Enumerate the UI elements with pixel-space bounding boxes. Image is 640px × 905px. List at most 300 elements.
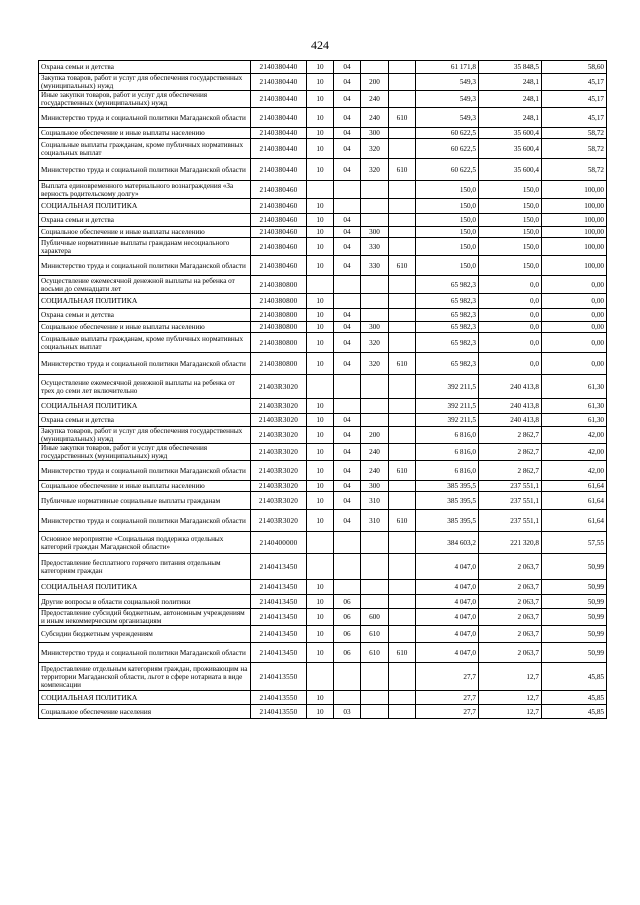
row-execution-percent: 0,00 xyxy=(542,276,607,294)
row-target-code: 2140380460 xyxy=(251,214,307,227)
row-target-code: 21403R3020 xyxy=(251,414,307,427)
row-execution-percent: 100,00 xyxy=(542,214,607,227)
table-row xyxy=(39,199,607,214)
row-department-code xyxy=(389,128,416,139)
row-name: Осуществление ежемесячной денежной выплаты на ребенка от трех до семи лет включительно xyxy=(39,375,251,399)
row-target-code: 21403R3020 xyxy=(251,481,307,492)
row-expense-type-code: 240 xyxy=(361,461,389,481)
table-row xyxy=(39,322,607,333)
row-execution-percent: 45,17 xyxy=(542,74,607,91)
row-subsection-code: 04 xyxy=(334,159,361,181)
row-target-code: 2140413550 xyxy=(251,705,307,719)
row-approved-amount: 6 816,0 xyxy=(416,427,479,444)
row-name: Охрана семьи и детства xyxy=(39,414,251,427)
row-name: Субсидии бюджетным учреждениям xyxy=(39,626,251,643)
row-target-code: 2140380800 xyxy=(251,294,307,309)
table-row xyxy=(39,139,607,159)
row-section-code: 10 xyxy=(307,461,334,481)
row-execution-percent: 100,00 xyxy=(542,199,607,214)
row-executed-amount: 35 600,4 xyxy=(479,128,542,139)
row-name: Министерство труда и социальной политики Магаданской области xyxy=(39,256,251,276)
row-executed-amount: 2 063,7 xyxy=(479,595,542,609)
table-row xyxy=(39,399,607,414)
row-department-code xyxy=(389,580,416,595)
row-department-code xyxy=(389,554,416,580)
row-approved-amount: 65 982,3 xyxy=(416,322,479,333)
row-expense-type-code: 300 xyxy=(361,227,389,238)
row-department-code xyxy=(389,626,416,643)
row-department-code xyxy=(389,181,416,199)
row-expense-type-code: 200 xyxy=(361,74,389,91)
row-subsection-code: 04 xyxy=(334,139,361,159)
row-department-code: 610 xyxy=(389,159,416,181)
row-department-code xyxy=(389,61,416,74)
row-execution-percent: 100,00 xyxy=(542,238,607,256)
row-subsection-code xyxy=(334,691,361,705)
table-row xyxy=(39,227,607,238)
table-row xyxy=(39,626,607,643)
row-execution-percent: 42,00 xyxy=(542,444,607,461)
row-subsection-code xyxy=(334,199,361,214)
row-approved-amount: 65 982,3 xyxy=(416,294,479,309)
row-executed-amount: 150,0 xyxy=(479,256,542,276)
row-name: СОЦИАЛЬНАЯ ПОЛИТИКА xyxy=(39,399,251,414)
row-section-code: 10 xyxy=(307,139,334,159)
row-target-code: 2140400000 xyxy=(251,532,307,554)
row-subsection-code: 04 xyxy=(334,461,361,481)
row-expense-type-code xyxy=(361,375,389,399)
budget-table xyxy=(38,60,607,719)
row-department-code xyxy=(389,609,416,626)
row-section-code: 10 xyxy=(307,609,334,626)
row-expense-type-code: 320 xyxy=(361,159,389,181)
row-target-code: 2140413450 xyxy=(251,580,307,595)
row-approved-amount: 150,0 xyxy=(416,214,479,227)
row-name: Министерство труда и социальной политики Магаданской области xyxy=(39,461,251,481)
row-name: Социальное обеспечение и иные выплаты населению xyxy=(39,128,251,139)
table-row xyxy=(39,554,607,580)
row-name: Закупка товаров, работ и услуг для обеспечения государственных (муниципальных) нужд xyxy=(39,74,251,91)
row-expense-type-code xyxy=(361,214,389,227)
row-target-code: 2140413450 xyxy=(251,595,307,609)
row-approved-amount: 4 047,0 xyxy=(416,595,479,609)
table-row xyxy=(39,353,607,375)
row-target-code: 21403R3020 xyxy=(251,427,307,444)
row-approved-amount: 60 622,5 xyxy=(416,139,479,159)
row-department-code xyxy=(389,199,416,214)
row-approved-amount: 150,0 xyxy=(416,227,479,238)
row-target-code: 21403R3020 xyxy=(251,492,307,510)
row-execution-percent: 50,99 xyxy=(542,626,607,643)
row-expense-type-code xyxy=(361,276,389,294)
row-section-code: 10 xyxy=(307,399,334,414)
row-executed-amount: 237 551,1 xyxy=(479,492,542,510)
row-executed-amount: 248,1 xyxy=(479,74,542,91)
row-subsection-code: 04 xyxy=(334,333,361,353)
row-target-code: 2140380460 xyxy=(251,238,307,256)
row-name: Социальное обеспечение и иные выплаты населению xyxy=(39,322,251,333)
row-executed-amount: 248,1 xyxy=(479,108,542,128)
row-execution-percent: 50,99 xyxy=(542,554,607,580)
row-name: Министерство труда и социальной политики Магаданской области xyxy=(39,510,251,532)
row-approved-amount: 65 982,3 xyxy=(416,353,479,375)
row-subsection-code: 04 xyxy=(334,492,361,510)
row-executed-amount: 150,0 xyxy=(479,214,542,227)
row-expense-type-code xyxy=(361,705,389,719)
table-row xyxy=(39,61,607,74)
row-approved-amount: 65 982,3 xyxy=(416,333,479,353)
row-executed-amount: 237 551,1 xyxy=(479,510,542,532)
row-execution-percent: 100,00 xyxy=(542,227,607,238)
row-department-code xyxy=(389,399,416,414)
row-execution-percent: 100,00 xyxy=(542,256,607,276)
row-subsection-code: 04 xyxy=(334,214,361,227)
row-approved-amount: 150,0 xyxy=(416,199,479,214)
row-executed-amount: 150,0 xyxy=(479,181,542,199)
row-department-code xyxy=(389,705,416,719)
row-target-code: 2140413450 xyxy=(251,626,307,643)
row-name: Осуществление ежемесячной денежной выплаты на ребенка от восьми до семнадцати лет xyxy=(39,276,251,294)
row-subsection-code: 04 xyxy=(334,227,361,238)
row-section-code: 10 xyxy=(307,227,334,238)
row-department-code xyxy=(389,74,416,91)
row-section-code xyxy=(307,375,334,399)
row-subsection-code xyxy=(334,375,361,399)
row-section-code: 10 xyxy=(307,580,334,595)
row-section-code: 10 xyxy=(307,626,334,643)
row-subsection-code: 04 xyxy=(334,61,361,74)
row-expense-type-code: 240 xyxy=(361,91,389,108)
row-executed-amount: 0,0 xyxy=(479,333,542,353)
row-subsection-code: 06 xyxy=(334,595,361,609)
row-approved-amount: 549,3 xyxy=(416,91,479,108)
row-section-code: 10 xyxy=(307,322,334,333)
row-section-code: 10 xyxy=(307,492,334,510)
row-expense-type-code: 320 xyxy=(361,333,389,353)
row-target-code: 2140380440 xyxy=(251,61,307,74)
row-expense-type-code: 330 xyxy=(361,238,389,256)
row-department-code xyxy=(389,139,416,159)
table-row xyxy=(39,128,607,139)
row-section-code: 10 xyxy=(307,238,334,256)
row-name: Охрана семьи и детства xyxy=(39,214,251,227)
page-number: 424 xyxy=(311,38,329,52)
row-execution-percent: 61,30 xyxy=(542,375,607,399)
row-expense-type-code xyxy=(361,181,389,199)
row-approved-amount: 385 395,5 xyxy=(416,481,479,492)
row-executed-amount: 240 413,8 xyxy=(479,375,542,399)
row-execution-percent: 45,17 xyxy=(542,108,607,128)
table-row xyxy=(39,309,607,322)
table-row xyxy=(39,492,607,510)
row-approved-amount: 4 047,0 xyxy=(416,580,479,595)
table-row xyxy=(39,532,607,554)
row-name: Охрана семьи и детства xyxy=(39,309,251,322)
row-expense-type-code xyxy=(361,199,389,214)
row-subsection-code: 04 xyxy=(334,238,361,256)
row-department-code: 610 xyxy=(389,461,416,481)
row-subsection-code xyxy=(334,181,361,199)
row-approved-amount: 61 171,8 xyxy=(416,61,479,74)
row-section-code xyxy=(307,663,334,691)
row-target-code: 2140380440 xyxy=(251,139,307,159)
row-target-code: 2140413450 xyxy=(251,609,307,626)
row-executed-amount: 35 600,4 xyxy=(479,139,542,159)
row-department-code xyxy=(389,427,416,444)
row-execution-percent: 0,00 xyxy=(542,333,607,353)
row-execution-percent: 61,30 xyxy=(542,414,607,427)
row-target-code: 2140380800 xyxy=(251,333,307,353)
row-executed-amount: 2 063,7 xyxy=(479,609,542,626)
row-expense-type-code: 330 xyxy=(361,256,389,276)
table-row xyxy=(39,510,607,532)
row-executed-amount: 2 862,7 xyxy=(479,444,542,461)
row-name: СОЦИАЛЬНАЯ ПОЛИТИКА xyxy=(39,294,251,309)
row-expense-type-code: 300 xyxy=(361,322,389,333)
table-row xyxy=(39,256,607,276)
row-approved-amount: 4 047,0 xyxy=(416,643,479,663)
row-approved-amount: 65 982,3 xyxy=(416,309,479,322)
row-expense-type-code xyxy=(361,399,389,414)
row-section-code: 10 xyxy=(307,294,334,309)
row-target-code: 2140413450 xyxy=(251,554,307,580)
row-target-code: 2140380800 xyxy=(251,309,307,322)
row-approved-amount: 150,0 xyxy=(416,238,479,256)
row-name: Министерство труда и социальной политики Магаданской области xyxy=(39,159,251,181)
row-section-code xyxy=(307,276,334,294)
table-row xyxy=(39,427,607,444)
row-section-code: 10 xyxy=(307,444,334,461)
table-row xyxy=(39,595,607,609)
row-execution-percent: 0,00 xyxy=(542,322,607,333)
row-target-code: 2140380440 xyxy=(251,108,307,128)
row-name: Публичные нормативные социальные выплаты гражданам xyxy=(39,492,251,510)
row-name: Предоставление отдельным категориям граждан, проживающим на территории Магаданской области, льгот в сфере нотариата в виде компенсации xyxy=(39,663,251,691)
row-expense-type-code: 200 xyxy=(361,427,389,444)
row-department-code xyxy=(389,227,416,238)
row-subsection-code: 06 xyxy=(334,609,361,626)
table-row xyxy=(39,481,607,492)
table-row xyxy=(39,159,607,181)
row-section-code: 10 xyxy=(307,481,334,492)
table-row xyxy=(39,705,607,719)
row-expense-type-code: 600 xyxy=(361,609,389,626)
row-subsection-code: 04 xyxy=(334,309,361,322)
row-expense-type-code: 320 xyxy=(361,353,389,375)
row-section-code: 10 xyxy=(307,510,334,532)
row-name: Публичные нормативные выплаты гражданам несоциального характера xyxy=(39,238,251,256)
row-section-code: 10 xyxy=(307,691,334,705)
row-target-code: 2140380460 xyxy=(251,256,307,276)
row-target-code: 21403R3020 xyxy=(251,399,307,414)
row-department-code xyxy=(389,276,416,294)
row-section-code: 10 xyxy=(307,705,334,719)
table-row xyxy=(39,238,607,256)
row-executed-amount: 221 320,8 xyxy=(479,532,542,554)
row-execution-percent: 58,72 xyxy=(542,139,607,159)
row-department-code xyxy=(389,595,416,609)
row-target-code: 21403R3020 xyxy=(251,375,307,399)
row-execution-percent: 58,72 xyxy=(542,128,607,139)
row-department-code xyxy=(389,214,416,227)
row-expense-type-code xyxy=(361,663,389,691)
row-section-code: 10 xyxy=(307,643,334,663)
row-subsection-code: 04 xyxy=(334,353,361,375)
row-executed-amount: 12,7 xyxy=(479,705,542,719)
row-section-code: 10 xyxy=(307,159,334,181)
row-execution-percent: 50,99 xyxy=(542,580,607,595)
row-executed-amount: 248,1 xyxy=(479,91,542,108)
row-approved-amount: 27,7 xyxy=(416,663,479,691)
row-section-code: 10 xyxy=(307,74,334,91)
row-approved-amount: 4 047,0 xyxy=(416,626,479,643)
row-name: Предоставление субсидий бюджетным, автономным учреждениям и иным некоммерческим организациям xyxy=(39,609,251,626)
row-executed-amount: 237 551,1 xyxy=(479,481,542,492)
row-target-code: 2140380800 xyxy=(251,322,307,333)
table-row xyxy=(39,375,607,399)
table-row xyxy=(39,333,607,353)
row-expense-type-code xyxy=(361,532,389,554)
row-executed-amount: 0,0 xyxy=(479,322,542,333)
row-section-code: 10 xyxy=(307,256,334,276)
row-section-code xyxy=(307,532,334,554)
row-target-code: 2140380440 xyxy=(251,91,307,108)
row-department-code xyxy=(389,481,416,492)
row-expense-type-code: 310 xyxy=(361,510,389,532)
row-execution-percent: 45,85 xyxy=(542,691,607,705)
row-execution-percent: 58,60 xyxy=(542,61,607,74)
table-row xyxy=(39,108,607,128)
row-execution-percent: 61,30 xyxy=(542,399,607,414)
table-row xyxy=(39,414,607,427)
row-expense-type-code xyxy=(361,580,389,595)
row-execution-percent: 45,85 xyxy=(542,663,607,691)
row-execution-percent: 42,00 xyxy=(542,461,607,481)
row-expense-type-code xyxy=(361,554,389,580)
row-approved-amount: 27,7 xyxy=(416,705,479,719)
row-name: Закупка товаров, работ и услуг для обеспечения государственных (муниципальных) нужд xyxy=(39,427,251,444)
row-target-code: 2140380460 xyxy=(251,227,307,238)
row-execution-percent: 58,72 xyxy=(542,159,607,181)
row-name: Министерство труда и социальной политики Магаданской области xyxy=(39,353,251,375)
table-row xyxy=(39,214,607,227)
row-executed-amount: 2 063,7 xyxy=(479,580,542,595)
row-subsection-code xyxy=(334,580,361,595)
row-approved-amount: 549,3 xyxy=(416,108,479,128)
row-subsection-code xyxy=(334,554,361,580)
row-name: СОЦИАЛЬНАЯ ПОЛИТИКА xyxy=(39,691,251,705)
row-executed-amount: 2 063,7 xyxy=(479,626,542,643)
table-row xyxy=(39,294,607,309)
row-approved-amount: 150,0 xyxy=(416,256,479,276)
row-execution-percent: 45,17 xyxy=(542,91,607,108)
row-section-code: 10 xyxy=(307,353,334,375)
row-name: Социальное обеспечение и иные выплаты населению xyxy=(39,481,251,492)
budget-table-body xyxy=(39,61,607,719)
row-subsection-code xyxy=(334,276,361,294)
row-expense-type-code: 300 xyxy=(361,128,389,139)
row-section-code: 10 xyxy=(307,61,334,74)
table-row xyxy=(39,643,607,663)
row-expense-type-code xyxy=(361,691,389,705)
row-target-code: 2140380460 xyxy=(251,181,307,199)
row-target-code: 21403R3020 xyxy=(251,461,307,481)
row-department-code xyxy=(389,492,416,510)
row-department-code xyxy=(389,238,416,256)
row-target-code: 2140380440 xyxy=(251,128,307,139)
table-row xyxy=(39,74,607,91)
table-row xyxy=(39,663,607,691)
row-name: Охрана семьи и детства xyxy=(39,61,251,74)
row-approved-amount: 4 047,0 xyxy=(416,609,479,626)
row-executed-amount: 2 063,7 xyxy=(479,554,542,580)
row-approved-amount: 392 211,5 xyxy=(416,399,479,414)
row-executed-amount: 240 413,8 xyxy=(479,399,542,414)
row-expense-type-code xyxy=(361,414,389,427)
row-section-code: 10 xyxy=(307,333,334,353)
table-row xyxy=(39,181,607,199)
row-expense-type-code xyxy=(361,61,389,74)
row-target-code: 2140380460 xyxy=(251,199,307,214)
row-subsection-code: 04 xyxy=(334,322,361,333)
table-row xyxy=(39,461,607,481)
row-executed-amount: 0,0 xyxy=(479,276,542,294)
row-subsection-code: 06 xyxy=(334,626,361,643)
row-approved-amount: 549,3 xyxy=(416,74,479,91)
row-subsection-code xyxy=(334,663,361,691)
row-expense-type-code: 240 xyxy=(361,444,389,461)
row-section-code: 10 xyxy=(307,199,334,214)
table-row xyxy=(39,276,607,294)
row-executed-amount: 2 862,7 xyxy=(479,461,542,481)
row-subsection-code: 04 xyxy=(334,128,361,139)
row-approved-amount: 4 047,0 xyxy=(416,554,479,580)
row-target-code: 2140413550 xyxy=(251,691,307,705)
row-subsection-code: 04 xyxy=(334,510,361,532)
row-execution-percent: 0,00 xyxy=(542,309,607,322)
row-approved-amount: 150,0 xyxy=(416,181,479,199)
row-executed-amount: 0,0 xyxy=(479,309,542,322)
row-section-code xyxy=(307,181,334,199)
row-name: Выплата единовременного материального вознаграждения «За верность родительскому долгу» xyxy=(39,181,251,199)
row-section-code: 10 xyxy=(307,595,334,609)
row-approved-amount: 385 395,5 xyxy=(416,492,479,510)
row-execution-percent: 0,00 xyxy=(542,353,607,375)
row-name: Социальное обеспечение населения xyxy=(39,705,251,719)
row-expense-type-code: 320 xyxy=(361,139,389,159)
row-execution-percent: 0,00 xyxy=(542,294,607,309)
row-target-code: 2140413450 xyxy=(251,643,307,663)
row-department-code: 610 xyxy=(389,256,416,276)
row-execution-percent: 42,00 xyxy=(542,427,607,444)
row-executed-amount: 0,0 xyxy=(479,294,542,309)
row-execution-percent: 61,64 xyxy=(542,492,607,510)
row-expense-type-code: 610 xyxy=(361,643,389,663)
table-row xyxy=(39,691,607,705)
row-department-code xyxy=(389,444,416,461)
row-name: Социальные выплаты гражданам, кроме публичных нормативных социальных выплат xyxy=(39,333,251,353)
row-expense-type-code: 300 xyxy=(361,481,389,492)
row-expense-type-code xyxy=(361,595,389,609)
row-executed-amount: 0,0 xyxy=(479,353,542,375)
row-execution-percent: 100,00 xyxy=(542,181,607,199)
row-execution-percent: 61,64 xyxy=(542,481,607,492)
row-department-code: 610 xyxy=(389,353,416,375)
row-approved-amount: 60 622,5 xyxy=(416,128,479,139)
row-name: Другие вопросы в области социальной политики xyxy=(39,595,251,609)
row-execution-percent: 57,55 xyxy=(542,532,607,554)
row-expense-type-code: 240 xyxy=(361,108,389,128)
